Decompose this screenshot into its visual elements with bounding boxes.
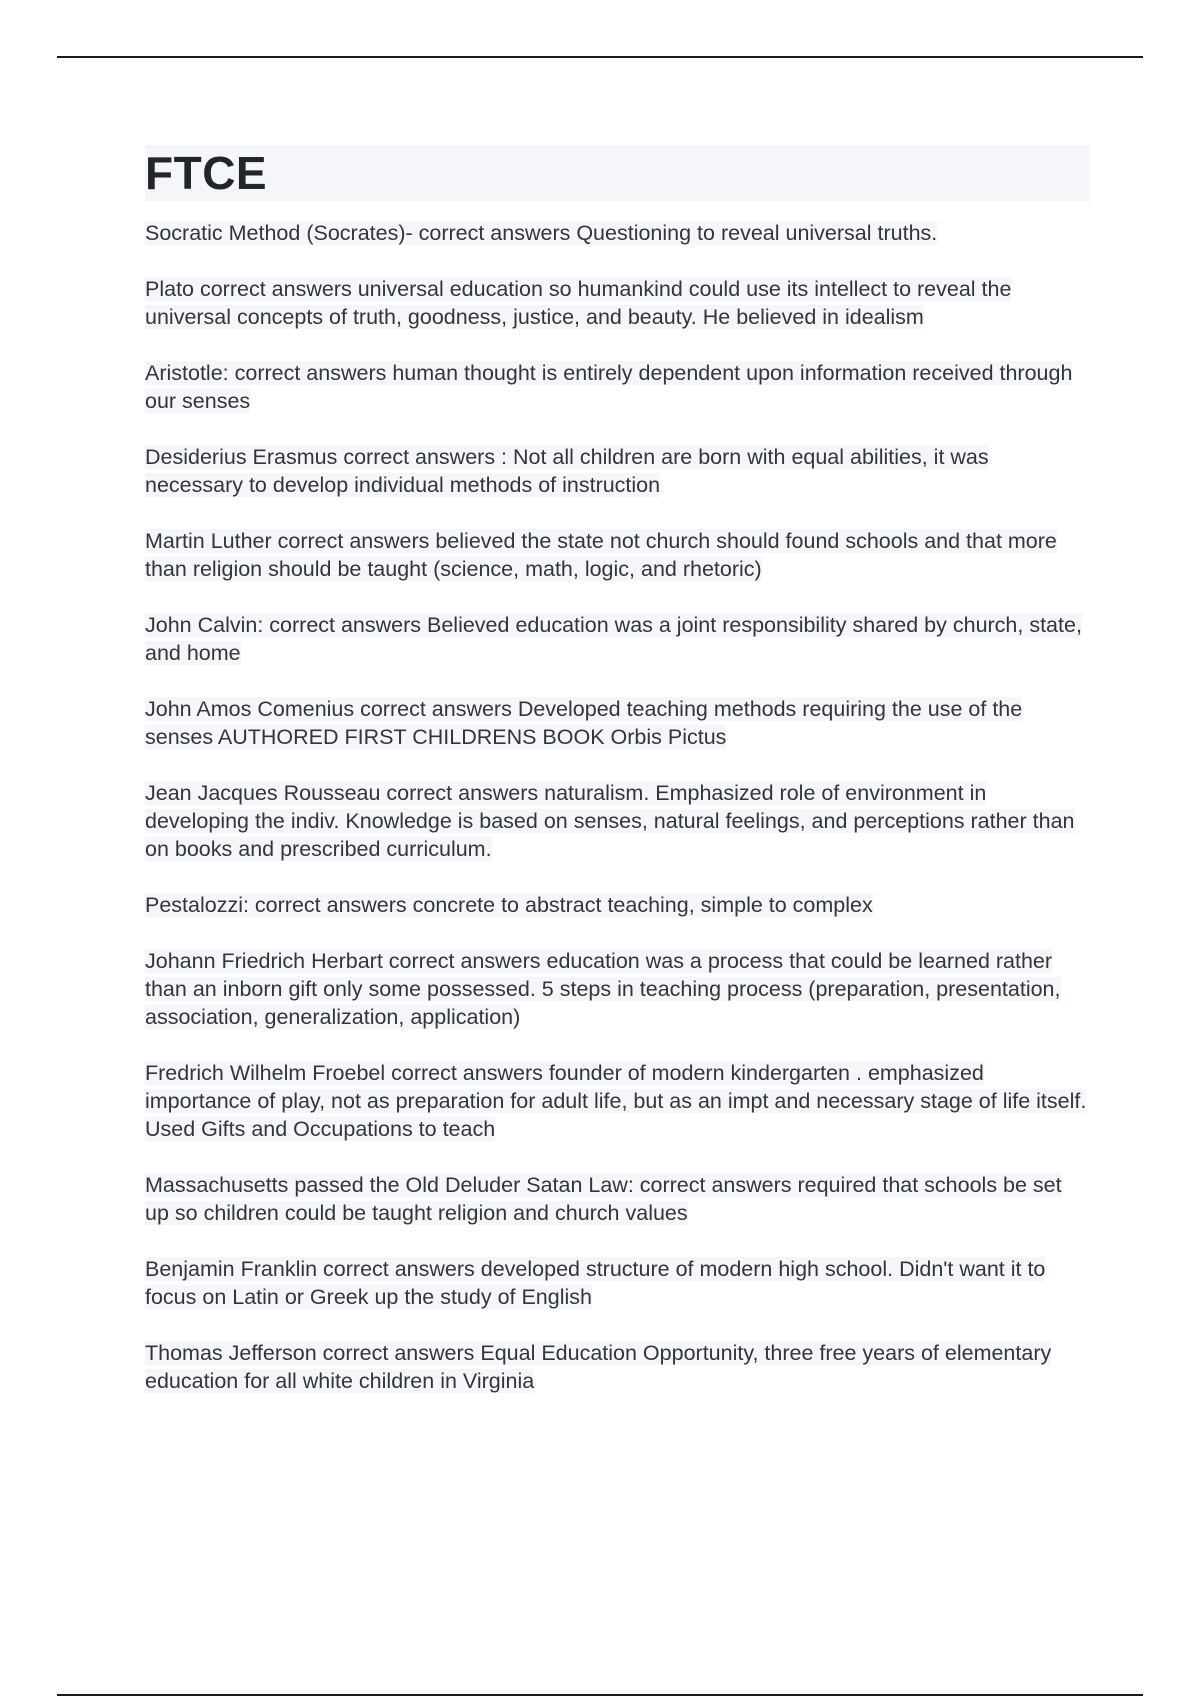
entry-text: Aristotle: correct answers human thought is entirely dependent upon information received through our senses [145,361,1073,413]
top-divider [57,56,1143,58]
entry-text: Benjamin Franklin correct answers developed structure of modern high school. Didn't want it to focus on Latin or Greek up the study of English [145,1257,1046,1309]
flashcard-entry [145,359,1090,415]
flashcard-entry [145,611,1090,667]
flashcard-entry [145,219,1090,247]
flashcard-entry [145,779,1090,863]
entry-text: Jean Jacques Rousseau correct answers naturalism. Emphasized role of environment in developing the indiv. Knowledge is based on senses, natural feelings, and perceptions rather than on books and prescribed curriculum. [145,781,1075,861]
bottom-divider [57,1694,1143,1696]
entry-text: Martin Luther correct answers believed the state not church should found schools and that more than religion should be taught (science, math, logic, and rhetoric) [145,529,1057,581]
flashcard-entry [145,527,1090,583]
entry-text: Plato correct answers universal education so humankind could use its intellect to reveal the universal concepts of truth, goodness, justice, and beauty. He believed in idealism [145,277,1012,329]
flashcard-entry [145,443,1090,499]
document-body [145,145,1090,1423]
page-title: FTCE [145,145,1090,201]
flashcard-entry [145,695,1090,751]
flashcard-entry [145,947,1090,1031]
entry-text: Fredrich Wilhelm Froebel correct answers founder of modern kindergarten . emphasized importance of play, not as preparation for adult life, but as an impt and necessary stage of life itself. Used Gifts and Occupations to teach [145,1061,1087,1141]
entry-text: Desiderius Erasmus correct answers : Not all children are born with equal abilities, it was necessary to develop individual methods of instruction [145,445,989,497]
entry-text: Socratic Method (Socrates)- correct answers Questioning to reveal universal truths. [145,221,938,245]
flashcard-entry [145,1171,1090,1227]
entry-text: Thomas Jefferson correct answers Equal Education Opportunity, three free years of elementary education for all white children in Virginia [145,1341,1052,1393]
flashcard-entry [145,1059,1090,1143]
entry-text: John Calvin: correct answers Believed education was a joint responsibility shared by church, state, and home [145,613,1082,665]
flashcard-entry [145,891,1090,919]
flashcard-entry [145,275,1090,331]
entry-text: John Amos Comenius correct answers Developed teaching methods requiring the use of the senses AUTHORED FIRST CHILDRENS BOOK Orbis Pictus [145,697,1023,749]
flashcard-entry [145,1339,1090,1395]
entry-text: Johann Friedrich Herbart correct answers education was a process that could be learned rather than an inborn gift only some possessed. 5 steps in teaching process (preparation, presentation, association, generalization, application) [145,949,1061,1029]
entry-text: Massachusetts passed the Old Deluder Satan Law: correct answers required that schools be set up so children could be taught religion and church values [145,1173,1062,1225]
flashcard-entry [145,1255,1090,1311]
entry-text: Pestalozzi: correct answers concrete to abstract teaching, simple to complex [145,893,873,917]
